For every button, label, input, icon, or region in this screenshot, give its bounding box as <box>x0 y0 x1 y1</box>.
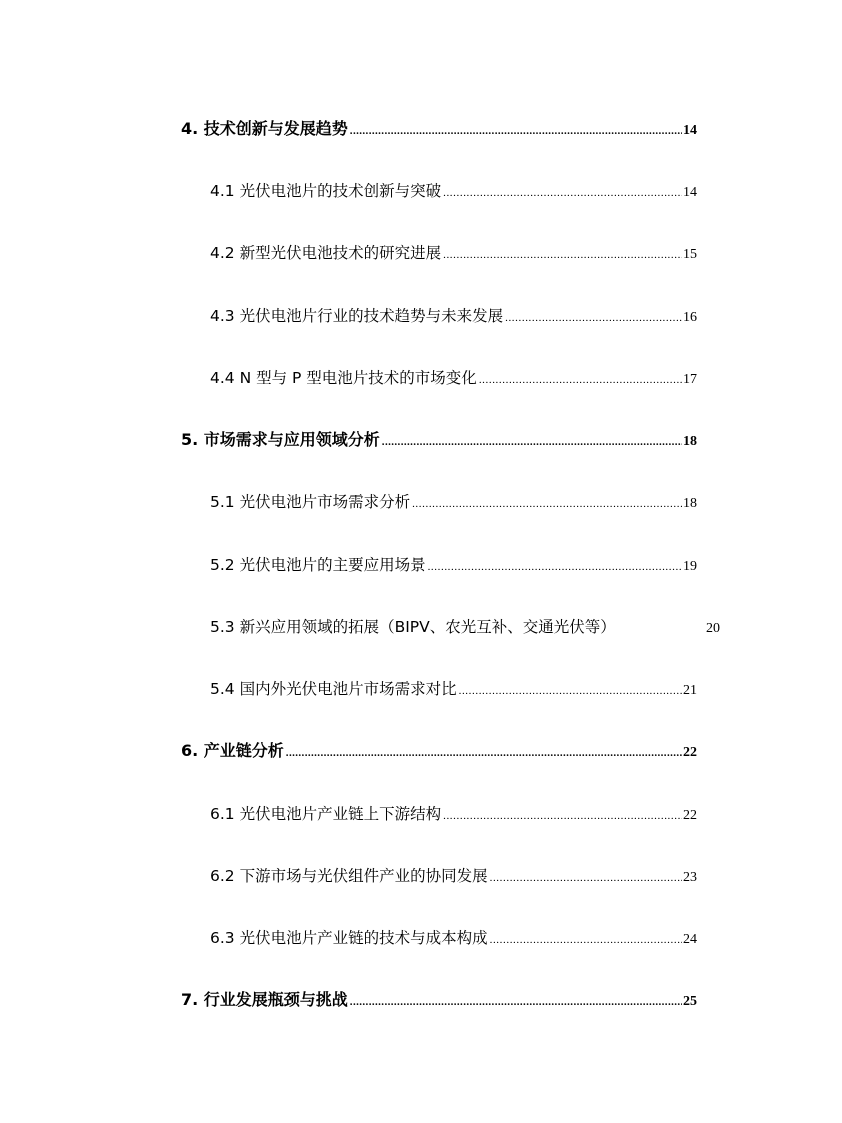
toc-entry-page: 14 <box>683 185 697 200</box>
toc-entry-title: 5.3 新兴应用领域的拓展（BIPV、农光互补、交通光伏等） <box>210 618 616 636</box>
toc-entry-title: 4.1 光伏电池片的技术创新与突破 <box>210 182 442 200</box>
toc-entry-s6-2[interactable] <box>210 864 697 888</box>
toc-entry-s4-2[interactable] <box>210 241 697 265</box>
toc-entry-s4-3[interactable] <box>210 304 697 328</box>
toc-entry-page: 22 <box>683 745 697 760</box>
dot-leader <box>350 119 682 143</box>
toc-entry-s6-1[interactable] <box>210 802 697 826</box>
toc-entry-page: 21 <box>683 683 697 698</box>
toc-entry-title: 4. 技术创新与发展趋势 <box>181 119 348 138</box>
toc-entry-title: 6. 产业链分析 <box>181 741 284 760</box>
dot-leader <box>443 181 682 205</box>
toc-entry-page: 17 <box>683 372 697 387</box>
toc-entry-page: 18 <box>683 496 697 511</box>
toc-entry-title: 6.1 光伏电池片产业链上下游结构 <box>210 805 442 823</box>
dot-leader <box>459 679 682 703</box>
toc-entry-s5-4[interactable] <box>210 677 697 701</box>
toc-entry-page: 15 <box>683 247 697 262</box>
toc-entry-s5-1[interactable] <box>210 490 697 514</box>
toc-entry-s5-2[interactable] <box>210 553 697 577</box>
dot-leader <box>382 430 682 454</box>
dot-leader <box>428 555 682 579</box>
toc-entry-s7[interactable] <box>181 988 697 1012</box>
toc-entry-title: 5.4 国内外光伏电池片市场需求对比 <box>210 680 457 698</box>
toc-entry-title: 6.2 下游市场与光伏组件产业的协同发展 <box>210 867 488 885</box>
toc-entry-page: 25 <box>683 994 697 1009</box>
dot-leader <box>412 492 682 516</box>
toc-entry-title: 5. 市场需求与应用领域分析 <box>181 430 380 449</box>
toc-entry-title: 5.2 光伏电池片的主要应用场景 <box>210 556 426 574</box>
toc-entry-title: 5.1 光伏电池片市场需求分析 <box>210 493 411 511</box>
toc-entry-title: 7. 行业发展瓶颈与挑战 <box>181 990 348 1009</box>
toc-entry-title: 6.3 光伏电池片产业链的技术与成本构成 <box>210 929 488 947</box>
dot-leader <box>490 928 682 952</box>
dot-leader <box>443 243 682 267</box>
toc-entry-title: 4.3 光伏电池片行业的技术趋势与未来发展 <box>210 307 504 325</box>
toc-entry-page: 22 <box>683 808 697 823</box>
toc-entry-page: 20 <box>706 621 720 636</box>
dot-leader <box>490 866 682 890</box>
toc-entry-s4[interactable] <box>181 117 697 141</box>
toc-entry-page: 19 <box>683 559 697 574</box>
toc-entry-page: 18 <box>683 434 697 449</box>
toc-entry-page: 16 <box>683 310 697 325</box>
dot-leader <box>443 804 682 828</box>
toc-entry-s5[interactable] <box>181 428 697 452</box>
toc-entry-page: 14 <box>683 123 697 138</box>
toc-entry-page: 24 <box>683 932 697 947</box>
dot-leader <box>479 368 682 392</box>
toc-entry-page: 23 <box>683 870 697 885</box>
toc-entry-s4-1[interactable] <box>210 179 697 203</box>
toc-entry-s6-3[interactable] <box>210 926 697 950</box>
dot-leader <box>350 990 682 1014</box>
dot-leader <box>286 741 682 765</box>
toc-entry-title: 4.4 N 型与 P 型电池片技术的市场变化 <box>210 369 477 387</box>
toc-entry-title: 4.2 新型光伏电池技术的研究进展 <box>210 244 442 262</box>
dot-leader <box>505 306 682 330</box>
toc-entry-s4-4[interactable] <box>210 366 697 390</box>
toc-entry-s6[interactable] <box>181 739 697 763</box>
toc-entry-s5-3[interactable] <box>210 615 720 639</box>
